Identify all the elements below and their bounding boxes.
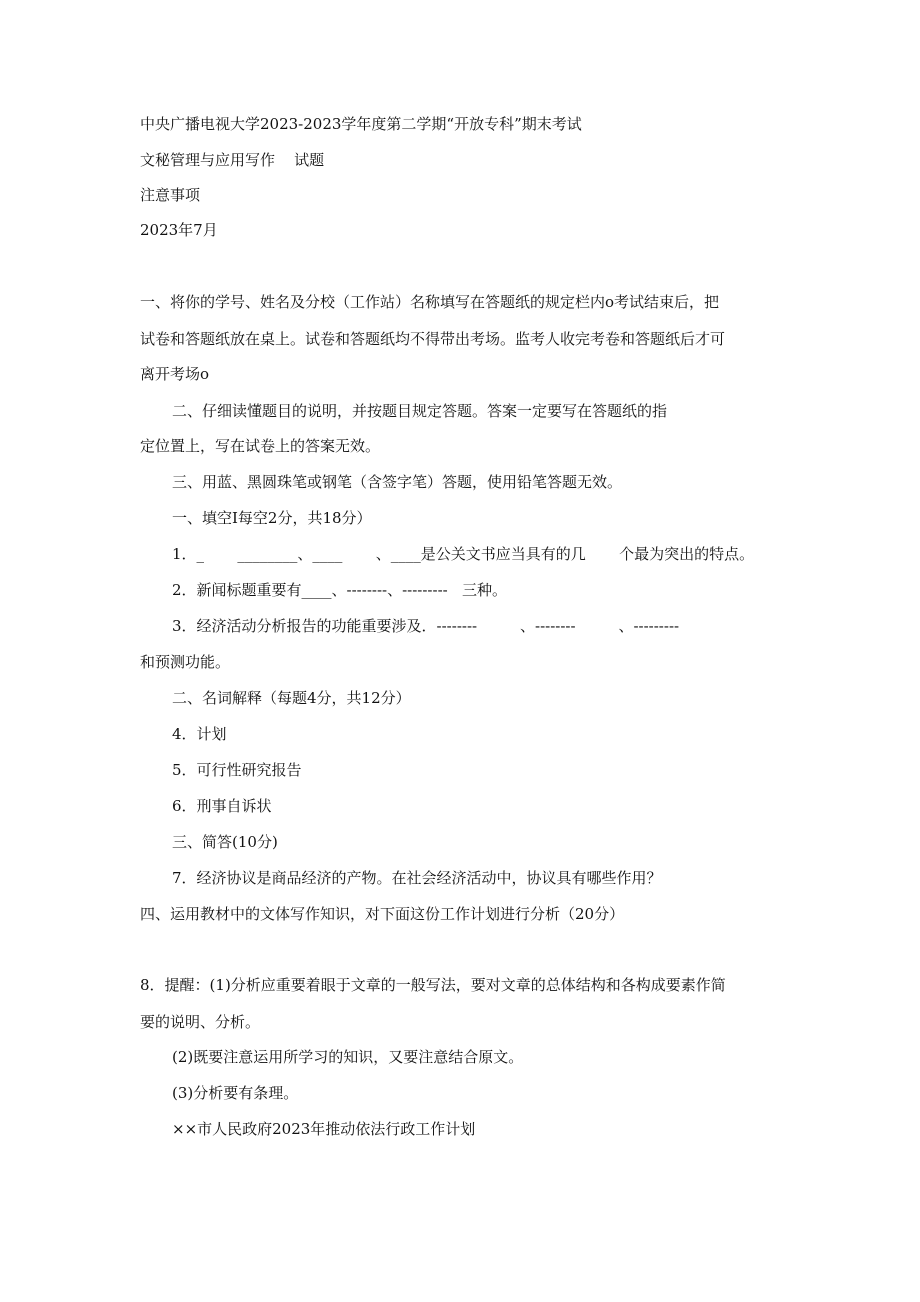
notice-1-line-1: 一、将你的学号、姓名及分校（工作站）名称填写在答题纸的规定栏内o考试结束后，把 bbox=[140, 293, 720, 311]
section-4-heading: 四、运用教材中的文体写作知识，对下面这份工作计划进行分析（20分） bbox=[140, 905, 625, 923]
question-8-line-1: 8．提醒：(1)分析应重要着眼于文章的一般写法，要对文章的总体结构和各构成要素作简 bbox=[140, 976, 726, 994]
notice-1-line-2: 试卷和答题纸放在桌上。试卷和答题纸均不得带出考场。监考人收完考卷和答题纸后才可 bbox=[140, 330, 726, 348]
question-7: 7．经济协议是商品经济的产物。在社会经济活动中，协议具有哪些作用？ bbox=[172, 869, 662, 887]
question-3-line-2: 和预测功能。 bbox=[140, 653, 231, 671]
section-3-heading: 三、简答(10分) bbox=[172, 833, 278, 851]
exam-title: 中央广播电视大学2023-2023学年度第二学期“开放专科”期末考试 bbox=[140, 115, 582, 133]
notice-heading: 注意事项 bbox=[140, 186, 201, 204]
question-2: 2．新闻标题重要有____、--------、--------- 三种。 bbox=[172, 581, 508, 599]
exam-subject: 文秘管理与应用写作 试题 bbox=[140, 151, 325, 169]
notice-2-line-1: 二、仔细读懂题目的说明，并按题目规定答题。答案一定要写在答题纸的指 bbox=[172, 402, 668, 420]
section-2-heading: 二、名词解释（每题4分，共12分） bbox=[172, 689, 411, 707]
question-4: 4．计划 bbox=[172, 725, 227, 743]
notice-3: 三、用蓝、黑圆珠笔或钢笔（含签字笔）答题，使用铅笔答题无效。 bbox=[172, 473, 623, 491]
section-1-heading: 一、填空I每空2分，共18分） bbox=[172, 509, 372, 527]
question-8-point-2: (2)既要注意运用所学习的知识，又要注意结合原文。 bbox=[172, 1048, 524, 1066]
question-1: 1．_ ________、____ 、____是公关文书应当具有的几 个最为突出的特点。 bbox=[172, 545, 755, 563]
notice-1-line-3: 离开考场o bbox=[140, 365, 210, 383]
question-8-line-2: 要的说明、分析。 bbox=[140, 1013, 261, 1031]
plan-title: ××市人民政府2023年推动依法行政工作计划 bbox=[172, 1120, 476, 1138]
question-6: 6．刑事自诉状 bbox=[172, 797, 272, 815]
question-5: 5．可行性研究报告 bbox=[172, 761, 302, 779]
notice-2-line-2: 定位置上，写在试卷上的答案无效。 bbox=[140, 437, 381, 455]
exam-date: 2023年7月 bbox=[140, 221, 218, 239]
question-3-line-1: 3．经济活动分析报告的功能重要涉及．-------- 、-------- 、--------- bbox=[172, 617, 680, 635]
question-8-point-3: (3)分析要有条理。 bbox=[172, 1084, 299, 1102]
